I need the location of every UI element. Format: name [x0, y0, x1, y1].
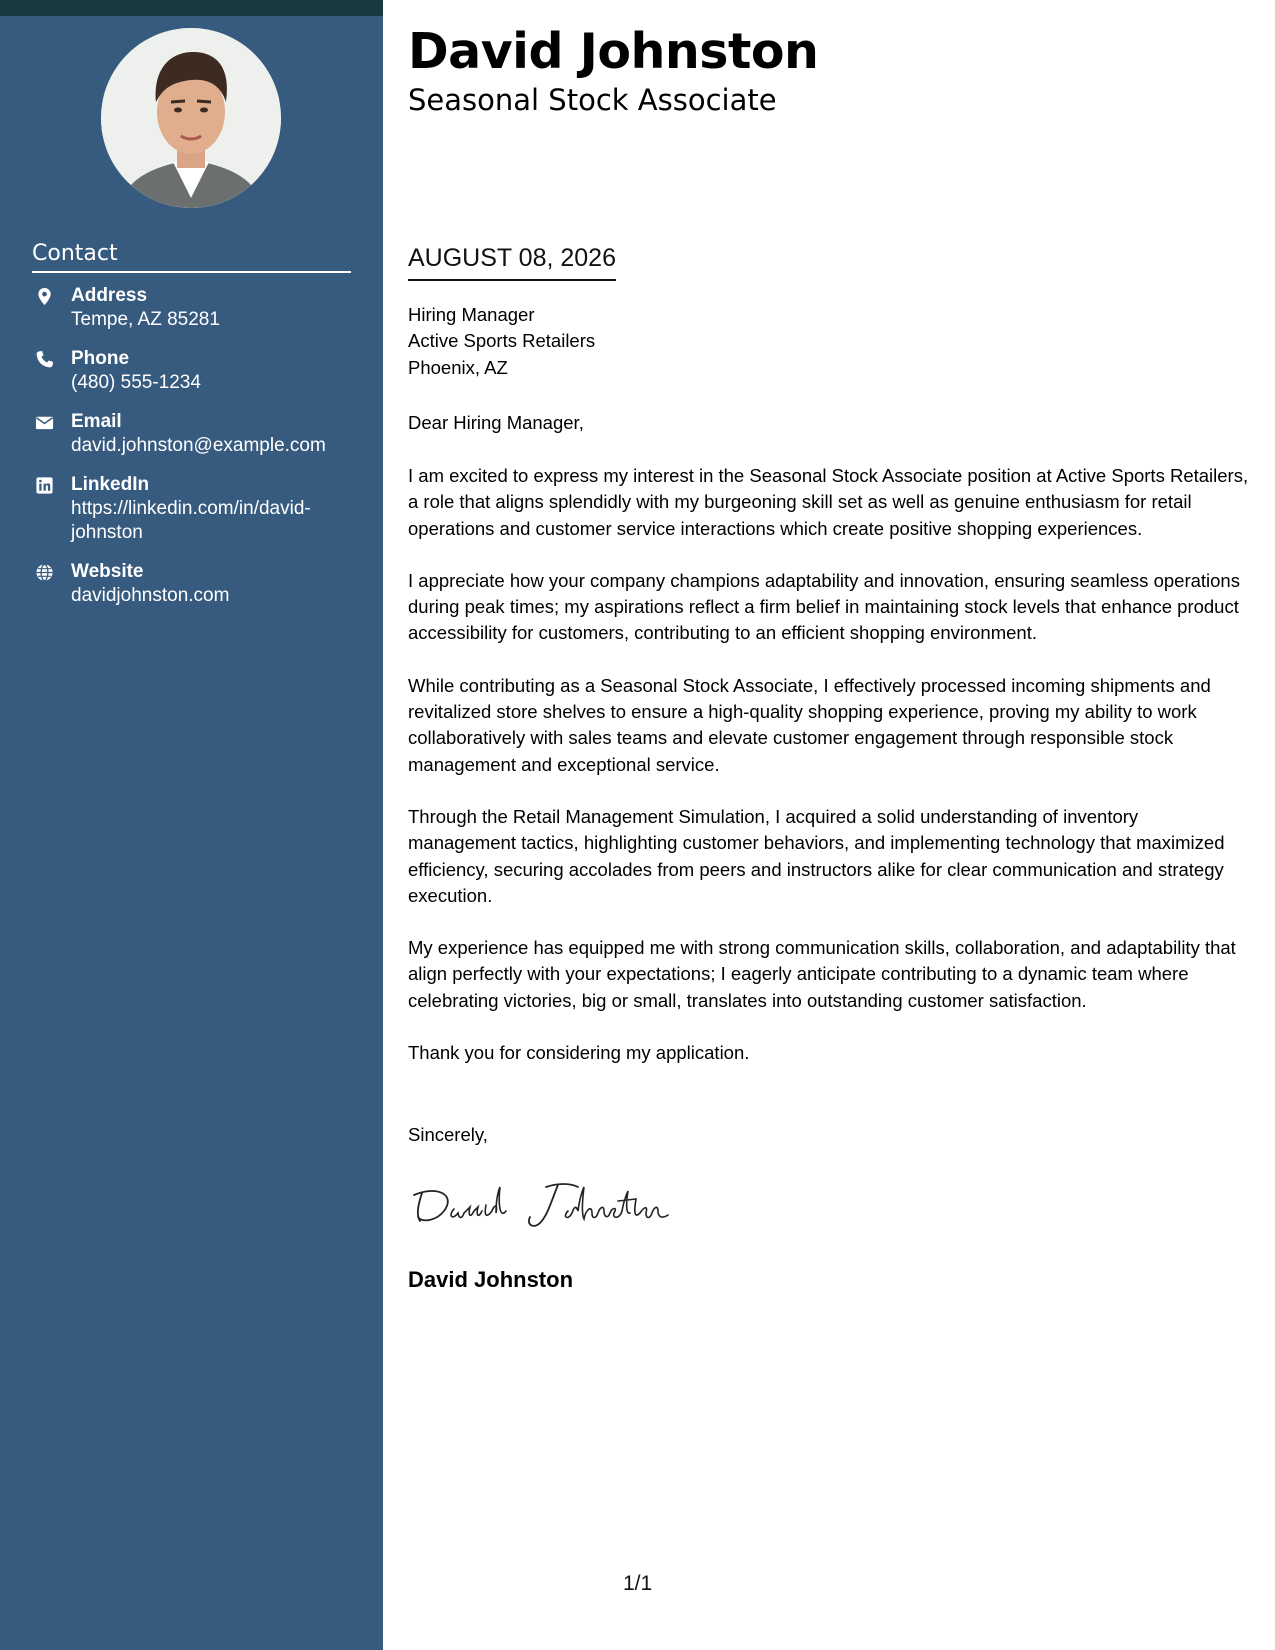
- avatar: [101, 28, 281, 208]
- avatar-portrait-icon: [101, 28, 281, 208]
- linkedin-icon: [35, 476, 54, 495]
- applicant-name: David Johnston: [408, 23, 819, 80]
- phone-icon: [35, 350, 54, 369]
- contact-item-phone: [32, 347, 362, 395]
- contact-label: Website: [71, 561, 144, 582]
- signer-name: David Johnston: [408, 1267, 574, 1292]
- contact-item-address: [32, 284, 362, 332]
- contact-value: davidjohnston.com: [71, 585, 230, 606]
- recipient-line: Active Sports Retailers: [408, 330, 596, 352]
- contact-value: Tempe, AZ 85281: [71, 309, 220, 330]
- letter-paragraph: My experience has equipped me with strong communication skills, collaboration, and adaptability that align perfectly with your expectations; I eagerly anticipate contributing to a dynamic team where celebrating victories, big or small, translates into outstanding customer satisfaction.: [408, 937, 1236, 1011]
- map-pin-icon: [35, 287, 54, 306]
- envelope-icon: [35, 413, 54, 432]
- closing: Sincerely,: [408, 1124, 488, 1145]
- contact-label: Address: [71, 285, 148, 306]
- contact-label: LinkedIn: [71, 474, 150, 495]
- contact-item-website: [32, 560, 362, 608]
- salutation: Dear Hiring Manager,: [408, 412, 584, 433]
- contact-value: david.johnston@example.com: [71, 435, 326, 456]
- sidebar-top-bar: [0, 0, 383, 16]
- signature: [408, 1175, 688, 1231]
- handwritten-signature: [408, 1175, 688, 1231]
- letter-paragraph: While contributing as a Seasonal Stock Associate, I effectively processed incoming shipments and revitalized store shelves to ensure a high-quality shopping experience, proving my ability to work collaboratively with sales teams and elevate customer engagement through responsible stock management and exceptional service.: [408, 674, 1211, 775]
- contact-value: https://linkedin.com/in/david-johnston: [71, 498, 311, 543]
- letter-paragraph: I appreciate how your company champions adaptability and innovation, ensuring seamless operations during peak times; my aspirations reflect a firm belief in maintaining stock levels that enhance product accessibility for customers, contributing to an efficient shopping environment.: [408, 569, 1240, 644]
- letter-paragraph: Thank you for considering my application.: [408, 1042, 750, 1064]
- recipient-line: Phoenix, AZ: [408, 356, 508, 378]
- contact-item-linkedin: [32, 473, 362, 545]
- contact-label: Phone: [71, 348, 130, 369]
- globe-icon: [35, 563, 54, 582]
- page-number: 1/1: [623, 1572, 653, 1595]
- contact-list: [32, 284, 362, 623]
- contact-item-email: [32, 410, 362, 458]
- letter-date: AUGUST 08, 2026: [408, 243, 616, 281]
- contact-heading: Contact: [32, 241, 351, 273]
- recipient-line: Hiring Manager: [408, 304, 535, 325]
- recipient-block: [408, 302, 1250, 381]
- contact-label: Email: [71, 411, 122, 432]
- letter-body: [408, 463, 1250, 1092]
- contact-value: (480) 555-1234: [71, 372, 201, 393]
- letter-paragraph: I am excited to express my interest in the Seasonal Stock Associate position at Active Sports Retailers, a role that aligns splendidly with my burgeoning skill set as well as genuine enthusiasm for retail operations and customer service interactions which create positive shopping experiences.: [408, 465, 1249, 539]
- job-title: Seasonal Stock Associate: [408, 83, 777, 117]
- sidebar: [0, 0, 383, 1650]
- letter-paragraph: Through the Retail Management Simulation, I acquired a solid understanding of inventory management tactics, highlighting customer behaviors, and implementing technology that maximized efficiency, securing accolades from peers and instructors alike for clear communication and strategy execution.: [408, 805, 1225, 906]
